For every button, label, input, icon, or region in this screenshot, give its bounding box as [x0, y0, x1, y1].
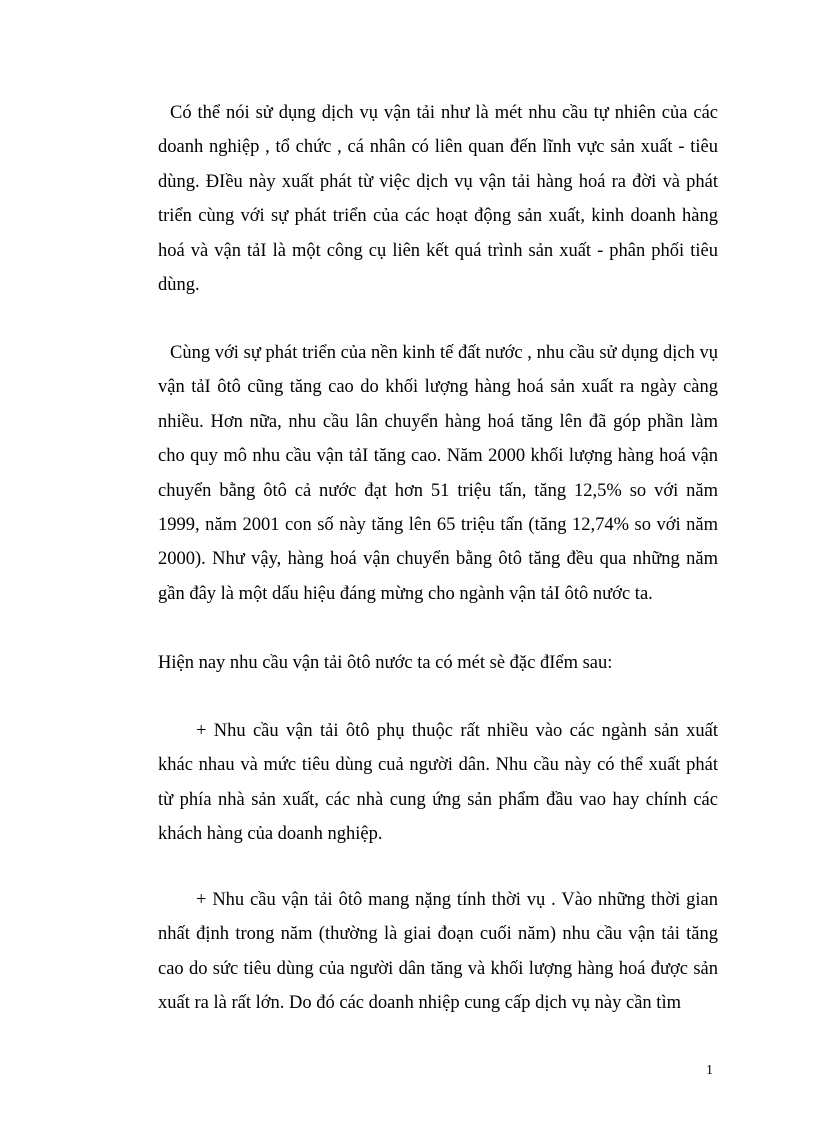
paragraph-growth: Cùng với sự phát triển của nền kinh tế đất nước , nhu cầu sử dụng dịch vụ vận tảI ôtô cũng tăng cao do khối lượng hàng hoá sản xuất ra ngày càng nhiều. Hơn nữa, nhu cầu lân chuyển hàng hoá tăng lên đã góp phần làm cho quy mô nhu cầu vận tảI tăng cao. Năm 2000 khối lượng hàng hoá vận chuyển bằng ôtô cả nước đạt hơn 51 triệu tấn, tăng 12,5% so với năm 1999, năm 2001 con số này tăng lên 65 triệu tấn (tăng 12,74% so với năm 2000). Như vậy, hàng hoá vận chuyển bằng ôtô tăng đều qua những năm gần đây là một dấu hiệu đáng mừng cho ngành vận tảI ôtô nước ta. [158, 343, 718, 604]
paragraph-dependency-point: + Nhu cầu vận tải ôtô phụ thuộc rất nhiều vào các ngành sản xuất khác nhau và mức tiêu dùng cuả người dân. Nhu cầu này có thể xuất phát từ phía nhà sản xuất, các nhà cung ứng sản phẩm đầu vao hay chính các khách hàng của doanh nghiệp. [158, 721, 718, 845]
page-number: 1 [706, 1063, 713, 1078]
paragraph-intro: Có thể nói sử dụng dịch vụ vận tải như là mét nhu cầu tự nhiên của các doanh nghiệp , tổ chức , cá nhân có liên quan đến lĩnh vực sản xuất - tiêu dùng. ĐIều này xuất phát từ việc dịch vụ vận tải hàng hoá ra đời và phát triển cùng với sự phát triển của các hoạt động sản xuất, kinh doanh hàng hoá và vận tảI là một công cụ liên kết quá trình sản xuất - phân phối tiêu dùng. [158, 103, 718, 296]
paragraph-seasonality-point: + Nhu cầu vận tải ôtô mang nặng tính thời vụ . Vào những thời gian nhất định trong năm (thường là giai đoạn cuối năm) nhu cầu vận tải tăng cao do sức tiêu dùng của người dân tăng và khối lượng hàng hoá được sản xuất ra là rất lớn. Do đó các doanh nhiệp cung cấp dịch vụ này cần tìm [158, 890, 718, 1014]
paragraph-characteristics-heading: Hiện nay nhu cầu vận tải ôtô nước ta có mét sè đặc đIểm sau: [158, 653, 613, 673]
